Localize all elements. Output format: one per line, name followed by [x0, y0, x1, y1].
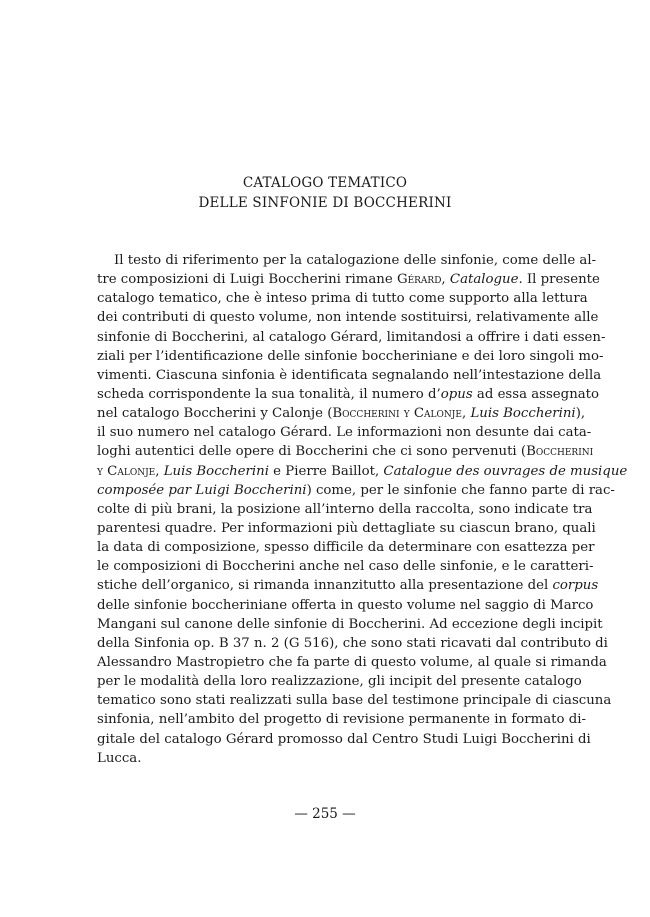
text-run: nel catalogo Boccherini y Calonje ( [97, 406, 333, 422]
text-run: Lucca. [97, 750, 142, 766]
text-run: dei contributi di questo volume, non intende sostituirsi, relativamente alle [97, 310, 599, 326]
text-line [97, 615, 603, 634]
text-run: scheda corrispondente la sua tonalità, il numero d’ [97, 386, 441, 402]
text-run: , [461, 406, 471, 422]
text-run: colte di più brani, la posizione all’interno della raccolta, sono indicate tra [97, 501, 593, 517]
text-run: delle sinfonie boccheriniane offerta in questo volume nel saggio di Marco [97, 597, 594, 613]
text-line [97, 328, 606, 347]
text-run: e Pierre Baillot, [268, 463, 384, 479]
text-line [97, 596, 594, 615]
text-run: le composizioni di Boccherini anche nel caso delle sinfonie, e le caratteri- [97, 559, 594, 575]
text-run: ziali per l’identificazione delle sinfonie boccheriniane e dei loro singoli mo- [97, 348, 604, 364]
text-run: Il testo di riferimento per la catalogazione delle sinfonie, come delle al- [114, 253, 597, 268]
text-line [97, 251, 597, 270]
heading-line-2: DELLE SINFONIE DI BOCCHERINI [198, 195, 452, 211]
text-line [97, 730, 591, 749]
text-line [97, 634, 608, 653]
text-run: il suo numero nel catalogo Gérard. Le informazioni non desunte dai cata- [97, 425, 592, 441]
text-run: sinfonie di Boccherini, al catalogo Gérard, limitandosi a offrire i dati essen- [97, 329, 606, 345]
text-line [97, 347, 604, 366]
text-run: loghi autentici delle opere di Boccherini che ci sono pervenuti ( [97, 444, 527, 460]
text-line [97, 576, 599, 595]
italic-text: Catalogue [449, 272, 519, 288]
italic-text: Catalogue des ouvrages de musique [383, 463, 628, 479]
italic-text: Luis Boccherini [163, 463, 269, 479]
text-run: stiche dell’organico, si rimanda innanzitutto alla presentazione del [97, 578, 553, 594]
text-run: Alessandro Mastropietro che fa parte di questo volume, al quale si rimanda [97, 654, 607, 670]
text-run: per le modalità della loro realizzazione, gli incipit del presente catalogo [97, 674, 582, 690]
text-line [97, 270, 600, 289]
small-caps-text: Boccherini [526, 444, 594, 460]
text-line [97, 672, 582, 691]
text-run: . Il presente [518, 272, 600, 288]
text-line [97, 538, 595, 557]
text-line [97, 653, 607, 672]
body-paragraph [97, 251, 628, 768]
text-line [97, 481, 615, 500]
text-run: tre composizioni di Luigi Boccherini rimane [97, 272, 397, 288]
italic-text: corpus [552, 578, 599, 594]
text-line [97, 423, 592, 442]
text-run: vimenti. Ciascuna sinfonia è identificata segnalando nell’intestazione della [97, 367, 602, 383]
text-line [97, 308, 599, 327]
text-run: , [441, 272, 450, 288]
text-run: Mangani sul canone delle sinfonie di Boccherini. Ad eccezione degli incipit [97, 616, 603, 632]
text-line [97, 289, 588, 308]
text-line [97, 366, 602, 385]
text-run: della Sinfonia op. B 37 n. 2 (G 516), che sono stati ricavati dal contributo di [97, 635, 608, 651]
small-caps-text: Gérard [396, 272, 442, 288]
small-caps-text: Boccherini y Calonje [332, 406, 462, 422]
text-run: ), [575, 406, 586, 422]
text-line [97, 519, 596, 538]
heading-line-1: CATALOGO TEMATICO [242, 175, 408, 191]
text-line [97, 442, 594, 461]
text-line [97, 691, 612, 710]
text-line [97, 557, 594, 576]
small-caps-text: y Calonje [97, 463, 156, 479]
italic-text: opus [440, 386, 473, 402]
section-heading [0, 173, 650, 213]
text-line [97, 749, 552, 768]
text-run: ) come, per le sinfonie che fanno parte di rac- [306, 482, 615, 498]
text-line [97, 385, 600, 404]
italic-text: composée par Luigi Boccherini [97, 482, 307, 498]
text-line [97, 404, 586, 423]
text-run: gitale del catalogo Gérard promosso dal Centro Studi Luigi Boccherini di [97, 731, 591, 747]
italic-text: Luis Boccherini [470, 406, 576, 422]
text-run: parentesi quadre. Per informazioni più dettagliate su ciascun brano, quali [97, 520, 596, 536]
text-run: ad essa assegnato [472, 386, 600, 402]
text-run: , [155, 463, 164, 479]
text-run: catalogo tematico, che è inteso prima di tutto come supporto alla lettura [97, 291, 588, 307]
text-run: la data di composizione, spesso difficile da determinare con esattezza per [97, 540, 595, 556]
text-run: sinfonia, nell’ambito del progetto di revisione permanente in formato di- [97, 712, 586, 728]
text-line [97, 710, 586, 729]
page-number: — 255 — [294, 806, 356, 822]
text-line [97, 462, 628, 481]
text-run: tematico sono stati realizzati sulla base del testimone principale di ciascuna [97, 693, 612, 709]
text-line [97, 500, 593, 519]
